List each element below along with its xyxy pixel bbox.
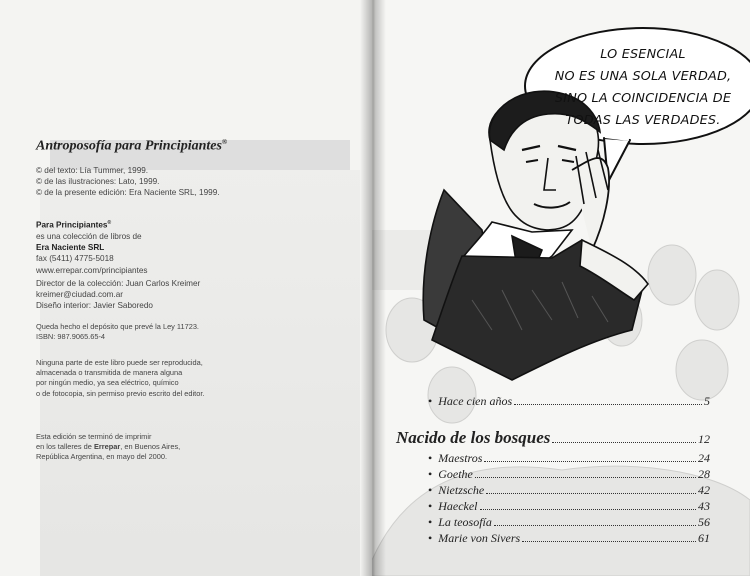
toc-leader xyxy=(522,541,696,542)
collection-director: Director de la colección: Juan Carlos Kreimer xyxy=(36,279,201,288)
toc-leader xyxy=(486,493,696,494)
publisher-name: Era Naciente SRL xyxy=(36,243,105,253)
bullet-icon: • xyxy=(428,515,433,529)
rights-line: por ningún medio, ya sea eléctrico, químico xyxy=(36,378,179,388)
quote-line: SINO LA COINCIDENCIA DE xyxy=(554,91,732,106)
toc-entry-label: La teosofía xyxy=(438,515,492,529)
rights-line: Ninguna parte de este libro puede ser reproducida, xyxy=(36,358,203,367)
legal-block xyxy=(36,322,199,342)
quote-line: LO ESENCIAL xyxy=(600,47,686,62)
printing-line: Esta edición se terminó de imprimir xyxy=(36,432,152,441)
toc-chapter-page: 12 xyxy=(698,432,710,446)
book-gutter xyxy=(360,0,386,576)
toc-entry-label: Haeckel xyxy=(438,499,478,513)
toc-entry-label: Nietzsche xyxy=(438,483,485,497)
publisher-url: www.errepar.com/principiantes xyxy=(36,265,148,275)
bullet-icon: • xyxy=(428,531,433,545)
registered-mark: ® xyxy=(221,138,228,146)
toc-entry-label: Goethe xyxy=(438,467,473,481)
isbn: ISBN: 987.9065.65-4 xyxy=(36,332,106,341)
bullet-icon: • xyxy=(428,499,433,513)
toc-entry-page: 28 xyxy=(698,467,710,481)
printer-name: Errepar xyxy=(93,442,121,452)
rights-block xyxy=(36,358,204,399)
toc-leader xyxy=(484,461,696,462)
printing-pre: en los talleres de xyxy=(36,442,94,452)
bullet-icon: • xyxy=(428,467,433,481)
bullet-icon: • xyxy=(428,483,433,497)
table-of-contents xyxy=(372,0,750,576)
toc-leader xyxy=(494,525,696,526)
director-email: kreimer@ciudad.com.ar xyxy=(36,290,124,300)
staff-block xyxy=(36,278,200,312)
copyright-title-text: Antroposofía para Principiantes xyxy=(36,138,222,154)
copyright-title xyxy=(36,138,227,155)
toc-entry[interactable] xyxy=(428,451,710,466)
printing-line: República Argentina, en mayo del 2000. xyxy=(36,452,168,462)
toc-entry-page: 24 xyxy=(698,451,710,465)
toc-entry[interactable] xyxy=(428,483,710,498)
bullet-icon: • xyxy=(428,451,433,465)
printing-block xyxy=(36,432,180,463)
toc-entry[interactable] xyxy=(428,394,710,409)
collection-block xyxy=(36,218,148,276)
collection-name xyxy=(36,218,148,231)
printing-post: , en Buenos Aires, xyxy=(120,442,181,452)
toc-chapter-label: Nacido de los bosques xyxy=(396,428,551,447)
left-page xyxy=(0,0,372,576)
right-page xyxy=(372,0,750,576)
collection-name-text: Para Principiantes xyxy=(36,220,108,230)
toc-entry-page: 56 xyxy=(698,515,710,529)
collection-registered-mark: ® xyxy=(107,220,112,226)
collection-description: es una colección de libros de xyxy=(36,231,142,241)
credit-illustrations: © de las ilustraciones: Lato, 1999. xyxy=(36,177,160,187)
toc-entry[interactable] xyxy=(428,499,710,514)
rights-line: o de fotocopia, sin permiso previo escrito del editor. xyxy=(36,388,205,398)
toc-leader xyxy=(480,509,696,510)
toc-entry-label: Hace cien años xyxy=(438,394,513,408)
publisher-fax: fax (5411) 4775-5018 xyxy=(36,254,114,264)
toc-entry-page: 43 xyxy=(698,499,710,513)
quote-line: NO ES UNA SOLA VERDAD, xyxy=(554,69,732,84)
toc-leader xyxy=(552,442,696,443)
legal-deposit: Queda hecho el depósito que prevé la Ley 11723. xyxy=(36,322,199,331)
toc-leader xyxy=(514,404,702,405)
toc-entry-page: 5 xyxy=(704,394,710,408)
credit-text: © del texto: Lía Tummer, 1999. xyxy=(36,166,149,175)
toc-entry[interactable] xyxy=(428,531,710,546)
toc-entry[interactable] xyxy=(428,467,710,482)
toc-chapter[interactable] xyxy=(396,428,710,448)
rights-line: almacenada o transmitida de manera alguna xyxy=(36,368,183,378)
credit-edition: © de la presente edición: Era Naciente SRL, 1999. xyxy=(36,188,220,198)
interior-design: Diseño interior: Javier Saboredo xyxy=(36,301,153,311)
printing-line xyxy=(36,442,180,452)
quote-line: TODAS LAS VERDADES. xyxy=(565,113,721,128)
toc-entry-label: Maestros xyxy=(438,451,483,465)
toc-leader xyxy=(475,477,696,478)
toc-entry[interactable] xyxy=(428,515,710,530)
bullet-icon: • xyxy=(428,394,433,408)
toc-entry-page: 42 xyxy=(698,483,710,497)
credits-block xyxy=(36,165,220,199)
toc-entry-page: 61 xyxy=(698,531,710,545)
toc-entry-label: Marie von Sivers xyxy=(438,531,521,545)
